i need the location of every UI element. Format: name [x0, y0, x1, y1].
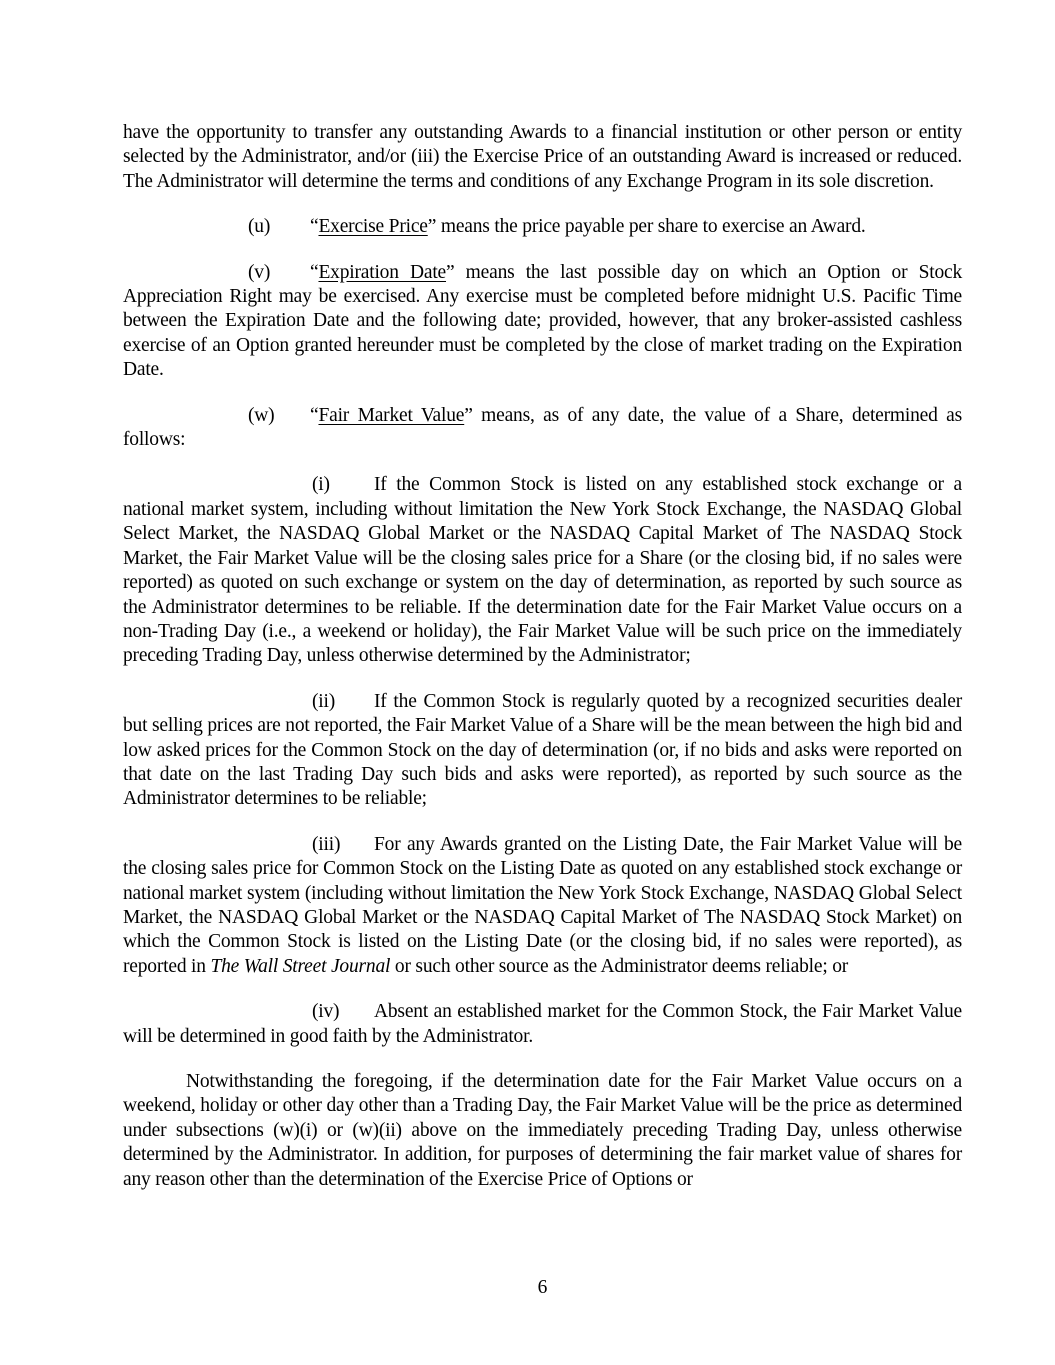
- paragraph-def-w-iii: [123, 833, 962, 979]
- text-run: If the Common Stock is listed on any established stock exchange or a national market system, including without limitation the New York Stock Exchange, the NASDAQ Global Select Market, the NASDAQ Global Market or the NASDAQ Capital Market of The NASDAQ Stock Market, the Fair Market Value will be the closing sales price for a Share (or the closing bid, if no sales were reported) as quoted on such exchange or system on the day of determination, as reported by such source as the Administrator determines to be reliable. If the determination date for the Fair Market Value occurs on a non-Trading Day (i.e., a weekend or holiday), the Fair Market Value will be such price on the immediately preceding Trading Day, unless otherwise determined by the Administrator;: [123, 474, 962, 667]
- text-run: “: [310, 216, 319, 238]
- paragraph-def-w: [123, 404, 962, 453]
- text-run: or such other source as the Administrator deems reliable; or: [390, 955, 849, 977]
- paragraph-def-w-i: [123, 473, 962, 668]
- text-run: ” means the price payable per share to exercise an Award.: [427, 216, 866, 238]
- text-run: “: [310, 404, 319, 426]
- text-run: Absent an established market for the Common Stock, the Fair Market Value will be determined in good faith by the Administrator.: [123, 1001, 962, 1047]
- defined-term: Expiration Date: [318, 261, 447, 283]
- text-run: have the opportunity to transfer any outstanding Awards to a financial institution or other person or entity selected by the Administrator, and/or (iii) the Exercise Price of an outstanding Award is increased or reduced. The Administrator will determine the terms and conditions of any Exchange Program in its sole discretion.: [123, 122, 962, 192]
- defined-term: Fair Market Value: [318, 404, 465, 426]
- text-run: If the Common Stock is regularly quoted by a recognized securities dealer but selling prices are not reported, the Fair Market Value of a Share will be the mean between the high bid and low asked prices for the Common Stock on the day of determination (or, if no bids and asks were reported on that date on the last Trading Day such bids and asks were reported), as reported by such source as the Administrator determines to be reliable;: [123, 690, 962, 810]
- paragraph-def-w-iv: [123, 1000, 962, 1049]
- paragraph-label: (u): [248, 216, 271, 238]
- paragraph-intro-continuation: [123, 121, 962, 194]
- paragraph-notwithstanding: [123, 1070, 962, 1192]
- defined-term: Exercise Price: [318, 216, 428, 238]
- text-run: For any Awards granted on the Listing Date, the Fair Market Value will be the closing sales price for Common Stock on the Listing Date as quoted on any established stock exchange or national market system (including without limitation the New York Stock Exchange, NASDAQ Global Select Market, the NASDAQ Global Market or the NASDAQ Capital Market of The NASDAQ Stock Market) on which the Common Stock is listed on the Listing Date (or the closing bid, if no sales were reported), as reported in: [123, 833, 962, 977]
- paragraph-label: (v): [248, 261, 271, 283]
- paragraph-def-u: [123, 215, 962, 239]
- paragraph-label: (iv): [312, 1001, 340, 1023]
- text-run: Notwithstanding the foregoing, if the determination date for the Fair Market Value occurs on a weekend, holiday or other day other than a Trading Day, the Fair Market Value will be the price as determined under subsections (w)(i) or (w)(ii) above on the immediately preceding Trading Day, unless otherwise determined by the Administrator. In addition, for purposes of determining the fair market value of shares for any reason other than the determination of the Exercise Price of Options or: [123, 1071, 962, 1190]
- italic-text: The Wall Street Journal: [210, 955, 391, 977]
- paragraph-label: (i): [312, 474, 330, 496]
- paragraph-label: (ii): [312, 690, 336, 712]
- text-run: “: [310, 261, 319, 283]
- text-run: ” means, as of any date, the value of a Share, determined as follows:: [123, 404, 962, 451]
- paragraph-def-w-ii: [123, 690, 962, 812]
- paragraph-label: (w): [248, 404, 275, 426]
- paragraph-def-v: [123, 261, 962, 383]
- page-number: 6: [537, 1277, 548, 1298]
- page-footer: [123, 1276, 962, 1300]
- page-content: [123, 121, 962, 1213]
- text-run: ” means the last possible day on which an Option or Stock Appreciation Right may be exercised. Any exercise must be completed before midnight U.S. Pacific Time between the Expiration Date and the following date; provided, however, that any broker-assisted cashless exercise of an Option granted hereunder must be completed by the close of market trading on the Expiration Date.: [123, 261, 963, 381]
- paragraph-label: (iii): [312, 833, 341, 855]
